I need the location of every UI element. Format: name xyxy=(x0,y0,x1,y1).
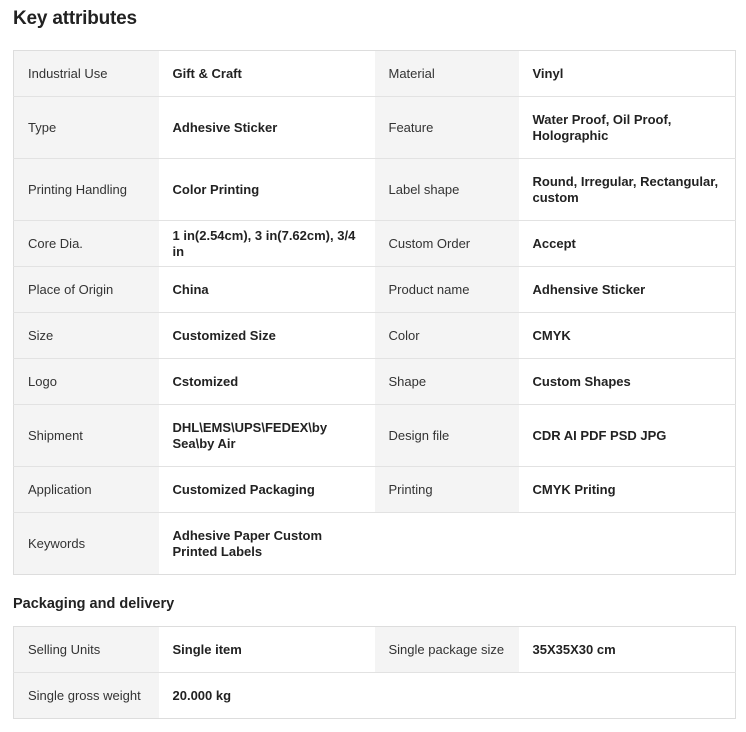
packaging-value: 20.000 kg xyxy=(159,673,375,719)
attribute-label: Material xyxy=(375,51,519,97)
attribute-row xyxy=(14,359,736,405)
attribute-value: CMYK xyxy=(519,313,736,359)
attribute-value: Adhesive Sticker xyxy=(159,97,375,159)
attribute-label: Type xyxy=(14,97,159,159)
attribute-label: Shipment xyxy=(14,405,159,467)
attribute-label: Logo xyxy=(14,359,159,405)
attribute-value: Customized Size xyxy=(159,313,375,359)
attribute-value: Gift & Craft xyxy=(159,51,375,97)
attribute-value: Custom Shapes xyxy=(519,359,736,405)
attribute-label: Printing Handling xyxy=(14,159,159,221)
attribute-value: Round, Irregular, Rectangular, custom xyxy=(519,159,736,221)
attribute-label: Place of Origin xyxy=(14,267,159,313)
key-attributes-title: Key attributes xyxy=(13,8,137,29)
attribute-value: Cstomized xyxy=(159,359,375,405)
packaging-delivery-table xyxy=(13,626,736,719)
attribute-value: Accept xyxy=(519,221,736,267)
attribute-value: 1 in(2.54cm), 3 in(7.62cm), 3/4 in xyxy=(159,221,375,267)
attribute-label: Application xyxy=(14,467,159,513)
attribute-row xyxy=(14,221,736,267)
attribute-value: DHL\EMS\UPS\FEDEX\by Sea\by Air xyxy=(159,405,375,467)
attribute-value: Vinyl xyxy=(519,51,736,97)
attribute-label: Product name xyxy=(375,267,519,313)
attribute-row xyxy=(14,313,736,359)
attribute-value: Adhensive Sticker xyxy=(519,267,736,313)
packaging-delivery-title: Packaging and delivery xyxy=(13,596,175,612)
attribute-value: Color Printing xyxy=(159,159,375,221)
packaging-label: Single package size xyxy=(375,627,519,673)
packaging-value-empty xyxy=(519,673,736,719)
packaging-label: Selling Units xyxy=(14,627,159,673)
attribute-row xyxy=(14,159,736,221)
attribute-value-empty xyxy=(519,513,736,575)
key-attributes-table xyxy=(13,50,736,575)
attribute-row xyxy=(14,513,736,575)
attribute-label: Color xyxy=(375,313,519,359)
attribute-value: Customized Packaging xyxy=(159,467,375,513)
attribute-label: Label shape xyxy=(375,159,519,221)
attribute-value: Water Proof, Oil Proof, Holographic xyxy=(519,97,736,159)
attribute-label: Core Dia. xyxy=(14,221,159,267)
attribute-value: Adhesive Paper Custom Printed Labels xyxy=(159,513,375,575)
attribute-row xyxy=(14,467,736,513)
attribute-value: CDR AI PDF PSD JPG xyxy=(519,405,736,467)
attribute-label: Industrial Use xyxy=(14,51,159,97)
attribute-label: Keywords xyxy=(14,513,159,575)
attribute-row xyxy=(14,405,736,467)
attribute-label: Size xyxy=(14,313,159,359)
attribute-label: Feature xyxy=(375,97,519,159)
attribute-label-empty xyxy=(375,513,519,575)
attribute-label: Design file xyxy=(375,405,519,467)
packaging-row xyxy=(14,627,736,673)
attribute-label: Shape xyxy=(375,359,519,405)
attribute-row xyxy=(14,51,736,97)
attribute-value: CMYK Priting xyxy=(519,467,736,513)
attribute-label: Custom Order xyxy=(375,221,519,267)
packaging-value: 35X35X30 cm xyxy=(519,627,736,673)
attribute-row xyxy=(14,97,736,159)
attribute-row xyxy=(14,267,736,313)
attribute-value: China xyxy=(159,267,375,313)
packaging-value: Single item xyxy=(159,627,375,673)
packaging-label: Single gross weight xyxy=(14,673,159,719)
attribute-label: Printing xyxy=(375,467,519,513)
packaging-row xyxy=(14,673,736,719)
packaging-label-empty xyxy=(375,673,519,719)
